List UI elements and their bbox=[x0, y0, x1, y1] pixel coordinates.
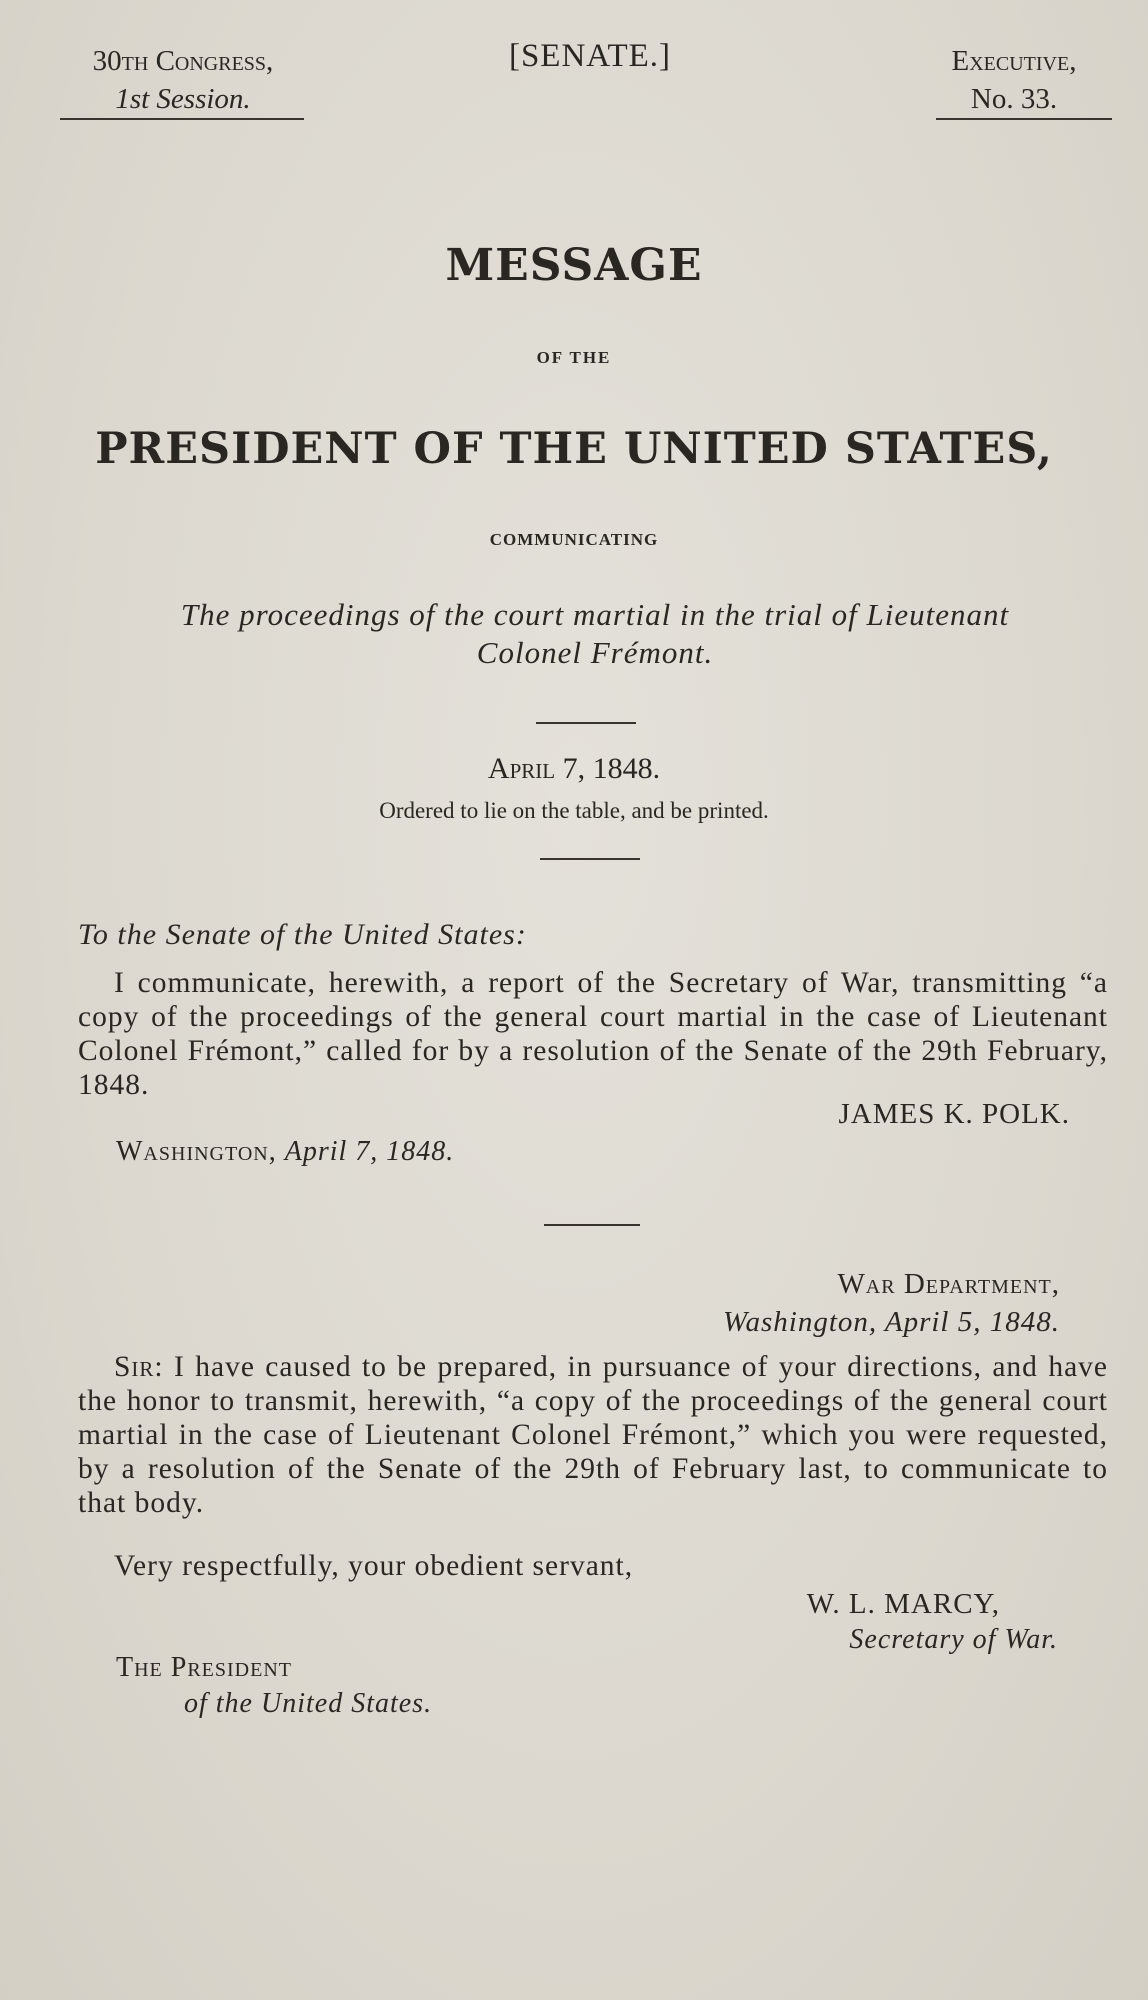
subject-line bbox=[70, 596, 1120, 672]
document-number-block bbox=[905, 42, 1123, 118]
header-right-rule bbox=[936, 118, 1112, 120]
salutation: To the Senate of the United States: bbox=[78, 918, 527, 951]
communicating-label: COMMUNICATING bbox=[489, 530, 659, 549]
presentation-date: April 7, 1848. bbox=[487, 752, 661, 785]
divider-3 bbox=[544, 1224, 640, 1226]
addressee-line-2: of the United States. bbox=[184, 1688, 433, 1719]
of-the-label: OF THE bbox=[536, 348, 612, 367]
letter-sir: Sir: bbox=[114, 1351, 164, 1383]
president-signature: JAMES K. POLK. bbox=[838, 1098, 1070, 1130]
subject-line-1: The proceedings of the court martial in the trial of Lieutenant bbox=[180, 597, 1010, 632]
divider-2 bbox=[540, 858, 640, 860]
place-name: Washington, bbox=[116, 1136, 277, 1167]
secretary-title: Secretary of War. bbox=[849, 1624, 1058, 1655]
message-body: I communicate, herewith, a report of the Secretary of War, transmitting “a copy of the proceedings of the general court martial in the case of Lieutenant Colonel Frémont,” called for by a resolution of the Senate of the 29th February, 1848. bbox=[78, 967, 1108, 1101]
document-type-label: Executive, bbox=[951, 45, 1077, 77]
message-heading: MESSAGE bbox=[445, 240, 703, 291]
message-place-date bbox=[116, 1136, 454, 1168]
letter-closing: Very respectfully, your obedient servant, bbox=[114, 1550, 634, 1582]
addressee-line-1: The President bbox=[116, 1652, 292, 1683]
congress-session-block bbox=[58, 42, 308, 118]
war-department-date: Washington, April 5, 1848. bbox=[723, 1306, 1060, 1338]
chamber-label: [SENATE.] bbox=[508, 38, 672, 74]
ordered-note: Ordered to lie on the table, and be printed. bbox=[379, 798, 769, 823]
letter-body bbox=[78, 1350, 1108, 1520]
war-department-heading: War Department, bbox=[837, 1268, 1060, 1300]
secretary-signature: W. L. MARCY, bbox=[806, 1588, 1000, 1620]
document-number-label: No. 33. bbox=[970, 83, 1058, 115]
letter-body-text: I have caused to be prepared, in pursuance of your directions, and have the honor to transmit, herewith, “a copy of the proceedings of the general court martial in the case of Lieutenant Colonel Frémont,” which you were requested, by a resolution of the Senate of the 29th of February last, to communicate to that body. bbox=[78, 1351, 1109, 1519]
divider-1 bbox=[536, 722, 636, 724]
header-left-rule bbox=[60, 118, 304, 120]
place-date: April 7, 1848. bbox=[284, 1136, 455, 1167]
subject-line-2: Colonel Frémont. bbox=[476, 635, 714, 670]
congress-label: 30th Congress, bbox=[92, 45, 274, 77]
session-label: 1st Session. bbox=[115, 83, 251, 115]
president-heading: PRESIDENT OF THE UNITED STATES, bbox=[95, 424, 1053, 474]
